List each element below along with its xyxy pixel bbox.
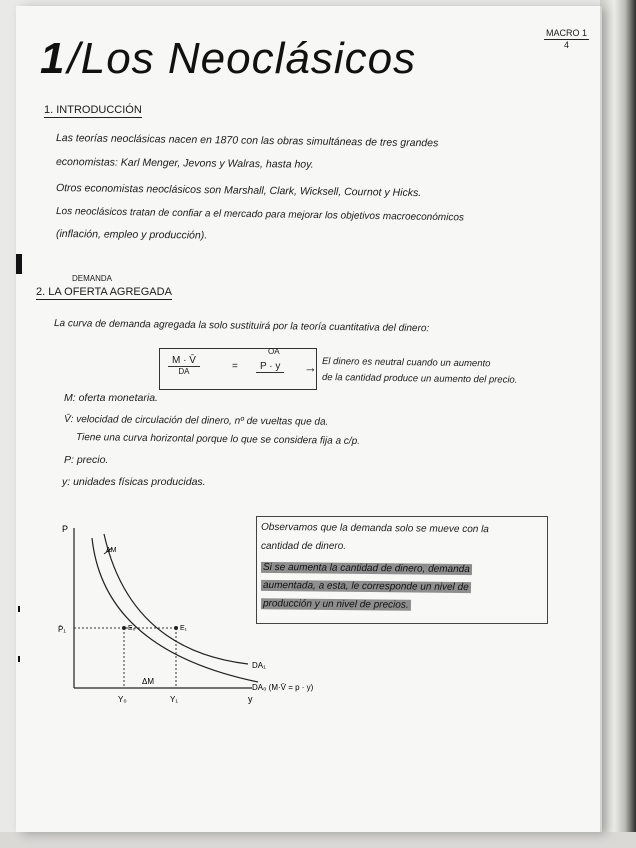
y-tick-p1: P̄₁ <box>58 625 67 634</box>
x-axis-label: y <box>248 694 253 704</box>
page-title: 1/Los Neoclásicos <box>40 34 417 83</box>
binder-dot <box>18 656 20 662</box>
section-2-intro: La curva de demanda agregada la solo sustituirá por la teoría cuantitativa del dinero: <box>53 318 430 335</box>
intro-line-5: (inflación, empleo y producción). <box>55 228 208 242</box>
def-v: V̄: velocidad de circulación del dinero, nº de vueltas que da. <box>63 414 329 428</box>
formula-equals: = <box>232 361 238 372</box>
subject-tag-label: MACRO 1 <box>546 28 588 38</box>
quantity-theory-formula <box>159 348 317 390</box>
def-y: y: unidades físicas producidas. <box>62 476 206 488</box>
y-axis-label: P <box>62 524 69 534</box>
point-e0 <box>122 626 126 630</box>
point-e0-label: E₀ <box>128 625 136 632</box>
note-highlight-2: aumentada, a esta, le corresponde un nivel de <box>262 579 469 594</box>
formula-left-fraction: M · V̄ DA <box>168 355 200 376</box>
point-e1-label: E₁ <box>180 625 188 632</box>
title-number: 1 <box>40 34 66 83</box>
heading-correction: DEMANDA <box>72 274 113 283</box>
note-highlight-1: Si se aumenta la cantidad de dinero, demanda <box>262 561 470 576</box>
section-1-heading: 1. INTRODUCCIÓN <box>44 104 142 116</box>
observation-note <box>256 516 548 624</box>
note-line-1: Observamos que la demanda solo se mueve con la <box>260 521 489 536</box>
effect-line-2: de la cantidad produce un aumento del precio. <box>321 372 518 386</box>
intro-line-3: Otros economistas neoclásicos son Marshall, Clark, Wicksell, Cournot y Hicks. <box>55 182 422 200</box>
delta-label-top: ΔM <box>106 547 117 554</box>
intro-line-2: economistas: Karl Menger, Jevons y Walras, hasta hoy. <box>55 156 314 171</box>
curve-da1-label: DA₁ <box>252 661 266 670</box>
formula-right-side: P · y <box>256 361 284 373</box>
effect-line-1: El dinero es neutral cuando un aumento <box>321 356 491 370</box>
note-line-2: cantidad de dinero. <box>261 541 347 552</box>
notebook-page <box>16 6 600 832</box>
intro-line-4: Los neoclásicos tratan de confiar a el mercado para mejorar los objetivos macroeconómicos <box>55 206 465 224</box>
formula-oa-label: OA <box>268 347 280 356</box>
intro-line-1: Las teorías neoclásicas nacen en 1870 con las obras simultáneas de tres grandes <box>55 132 439 150</box>
delta-label-bottom: ΔM <box>142 677 155 686</box>
x-tick-y0: Y₀ <box>118 695 127 704</box>
binder-hole-mark <box>16 254 22 274</box>
curve-da0 <box>92 538 258 682</box>
arrow-glyph: → <box>304 360 317 375</box>
desk-surface <box>0 832 636 848</box>
def-v-note: Tiene una curva horizontal porque lo que se considera fija a c/p. <box>75 432 361 447</box>
subject-tag-page: 4 <box>564 40 570 50</box>
section-2-heading: 2. LA OFERTA AGREGADA <box>36 286 172 298</box>
def-m: M: oferta monetaria. <box>64 392 158 404</box>
curve-da0-label: DA₀ (M·V̄ = p · y) <box>252 683 314 692</box>
def-p: P: precio. <box>64 454 109 466</box>
note-highlight-3: producción y un nivel de precios. <box>262 598 409 611</box>
subject-tag <box>544 28 589 51</box>
point-e1 <box>174 626 178 630</box>
binder-dot <box>18 606 20 612</box>
title-text: Los Neoclásicos <box>80 34 417 83</box>
notebook-edge <box>600 0 636 848</box>
x-tick-y1: Y₁ <box>170 695 179 704</box>
